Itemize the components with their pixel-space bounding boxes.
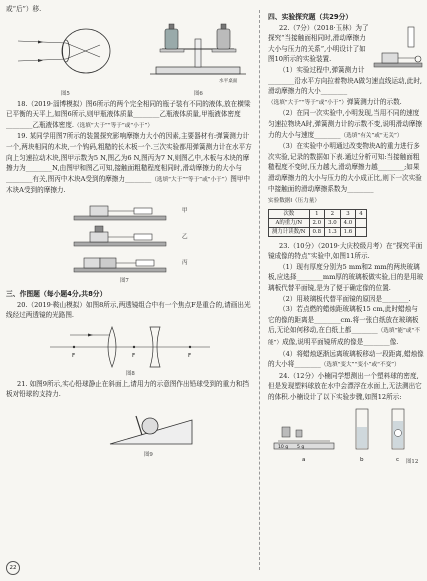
fig12-caption: 图12 (406, 458, 419, 465)
figures-5-6-row (6, 15, 253, 99)
weight (95, 226, 103, 232)
fig8-lens-diagram (6, 321, 253, 379)
question-23-part-1: （1）现有厚度分别为5 mm和2 mm的两块玻璃板,应选择________mm厚的玻璃板做实验,目的是用玻璃板代替平面镜,是为了便于确定像的位置. (268, 262, 424, 293)
pulley (415, 56, 421, 62)
spring-scale-body (136, 260, 154, 266)
lead-ball (142, 418, 158, 434)
table-cell: 次数 (269, 209, 310, 218)
light-ray (66, 45, 100, 59)
left-pan (160, 49, 184, 52)
fig5-caption: 图5 (61, 90, 70, 97)
block (90, 206, 108, 216)
arrow-head (38, 40, 43, 43)
weight-label-10g: 10 g (278, 444, 289, 450)
fig8-diagram (50, 323, 210, 369)
focus-point (133, 346, 135, 348)
plastic-ball (395, 429, 402, 436)
table-cell: 1.3 (325, 227, 341, 236)
question-20: 20.（2019·鞍山模拟）如图8所示,两透镜组合中有一个焦点F是重合的,请画出光线经过两透镜的光路图. (6, 300, 251, 320)
focus-label-right: F (188, 352, 192, 359)
spring-scale-body (134, 208, 152, 214)
fig7-label-a: 甲 (182, 207, 188, 214)
board (74, 216, 166, 220)
table-cell (356, 218, 366, 227)
fig5-eye-diagram (16, 17, 126, 87)
table-row (269, 218, 367, 227)
table-cell: A的重力/N (269, 218, 310, 227)
spring-scale-body (134, 234, 152, 240)
fig9-slope-diagram (6, 400, 253, 460)
light-ray (66, 43, 100, 57)
focus-label-left: F (72, 352, 76, 359)
arrow-head (88, 333, 93, 336)
table-cell: 4.0 (340, 218, 356, 227)
table-cell: 2.0 (309, 218, 325, 227)
fig12-label-a: a (302, 456, 306, 463)
question-18: 18.（2019·淄博模拟）图6所示的两个完全相同的瓶子装有不同的液体,放在横梁已平衡的天平上,如图6所示,则甲瓶液体质量________乙瓶液体质量,甲瓶液体密度________乙瓶液体密度.（选填“大于”“等于”或“小于”） (6, 99, 251, 129)
fig9-caption: 图9 (144, 451, 153, 458)
stop-board (136, 416, 142, 435)
data-table (268, 209, 367, 237)
section-4-heading: 四、实验探究题（共29分） (268, 13, 353, 21)
block-a (382, 53, 398, 63)
question-24: 24.（12分）小楠同学想测出一个塑料球的密度,但是发现塑料球放在水中会漂浮在水面上,无法测出它的体积.小楠设计了以下实验步骤,如图12所示: (268, 371, 422, 401)
data-table-title: 实验数据Ⅰ（压力量） (268, 198, 320, 205)
spring-scale (408, 27, 414, 47)
table-cell: 4 (356, 209, 366, 218)
bottle-a-neck (169, 24, 174, 29)
fig12-label-b: b (360, 456, 364, 463)
board (374, 63, 422, 67)
fig10-apparatus (372, 23, 424, 73)
water-b (357, 427, 367, 448)
focus-label-middle: F (132, 352, 136, 359)
table-cell: 1 (309, 209, 325, 218)
right-column (268, 4, 424, 467)
fig8-caption: 图8 (126, 370, 135, 377)
fig7-diagram (70, 198, 180, 276)
table-row (269, 227, 367, 236)
table-cell: 3.0 (325, 218, 341, 227)
fig12-label-c: c (396, 456, 400, 463)
data-table-body (269, 209, 367, 236)
question-23: 23.（10分）（2019·大庆校级月考）在“探究平面镜成像的特点”实验中,如图11所示. (268, 241, 423, 261)
focus-point (73, 346, 75, 348)
setup-c (74, 258, 166, 272)
bottle-b (217, 29, 230, 49)
question-23-part-3: （3）若点燃的蜡烛距玻璃板15 cm,此时蜡烛与它的像的距离是________cm.将一张白纸放在玻璃板后,无论如何移动,在白纸上都________（选填“能”或“不能”）成像,说明平面镜所成的像是________像. (268, 305, 420, 347)
focus-point (189, 346, 191, 348)
question-23-part-4: （4）将蜡烛逐渐远离玻璃板移动一段距离,蜡烛像的大小将________（选填“变大”“变小”或“不变”） (268, 349, 424, 369)
block (84, 258, 100, 268)
fig7-caption: 图7 (120, 277, 129, 284)
question-21: 21. 如图9所示,实心铅球静止在斜面上,请用力的示意图作出铅球受到的重力和挡板对铅球的支持力. (6, 379, 249, 399)
setup-b (74, 226, 166, 246)
weight-5g (296, 430, 302, 437)
balance-pillar (195, 39, 201, 67)
block (100, 258, 116, 268)
fig6-caption: 图6 (194, 90, 203, 97)
page-number: 22 (6, 561, 20, 575)
right-pan (212, 49, 236, 52)
question-22-block (268, 23, 424, 65)
fig7-friction-setups (6, 198, 253, 286)
setup-a (74, 206, 166, 220)
table-cell: 1.6 (340, 227, 356, 236)
top-line: 或“后”）移. (6, 5, 42, 13)
fig6-table-label: 水平桌面 (219, 78, 238, 84)
section-3-heading: 三、作图题（每小题4分,共8分） (6, 289, 107, 298)
table-cell: 测力计读数/N (269, 227, 310, 236)
fig7-label-c: 丙 (182, 259, 188, 266)
block (90, 232, 108, 242)
fig12-measurement-setup (268, 403, 424, 467)
bottle-b-neck (221, 24, 226, 29)
question-22-part-1: （1）实验过程中,弹簧测力计________沿水平方向拉着物块A做匀速直线运动,此时,滑动摩擦力的大小________（选填“大于”“等于”或“小于”）弹簧测力计的示数. (268, 65, 423, 106)
column-divider (259, 10, 260, 570)
fig7-label-b: 乙 (182, 233, 188, 240)
table-cell: 3 (340, 209, 356, 218)
left-column (6, 4, 253, 460)
fig12-diagram (270, 403, 420, 455)
question-23-part-2: （2）用玻璃板代替平面镜的原因是________. (279, 294, 411, 303)
table-cell: 2 (325, 209, 341, 218)
arrow-head (38, 59, 43, 62)
board (74, 268, 166, 272)
fig9-diagram (106, 402, 196, 450)
table-cell: 0.8 (309, 227, 325, 236)
question-22-part-3: （3）在实验中小明通过改变物块A的重力进行多次实验,记录的数据如下表.通过分析可知:当接触面粗糙程度不变时,压力越大,滑动摩擦力越________;如果滑动摩擦力的大小与压力的大小成正比,则下一次实验中接触面的滑动摩擦系数为________ (268, 142, 422, 193)
table-cell (356, 227, 366, 236)
balance-base (156, 67, 240, 74)
board (74, 242, 166, 246)
weight-10g (282, 427, 290, 437)
weight-label-5g: 5 g (297, 444, 305, 450)
bottle-a (165, 29, 178, 49)
table-row (269, 209, 367, 218)
question-19: 19. 某同学用图7所示的装置探究影响摩擦力大小的因素,主要器材有:弹簧测力计一个,两块相同的木块,一个钩码,粗糙的长木板一个.三次实验都用弹簧测力计在水平方向上匀速拉动木块,图甲示数为5 N,图乙为6 N,图丙为7 N,则图乙中,木板与木块的摩擦力为________N,由图甲和图乙可知,接触面粗糙程度相同时,滑动摩擦力的大小与________有关,图丙中木块A受到的摩擦力________（选填“大于”“等于”或“小于”）图甲中木块A受到的摩擦力. (6, 132, 252, 195)
question-22: 22.（7分）（2018·玉林）为了探究“当接触面相同时,滑动摩擦力大小与压力的关系”,小明设计了如图10所示的实验装置. (268, 23, 369, 64)
question-22-part-2: （2）在同一次实验中,小明发现,当用不同的速度匀速拉物块A时,弹簧测力计的示数不变,说明滑动摩擦力的大小与速度________（选填“有关”或“无关”） (268, 109, 423, 139)
